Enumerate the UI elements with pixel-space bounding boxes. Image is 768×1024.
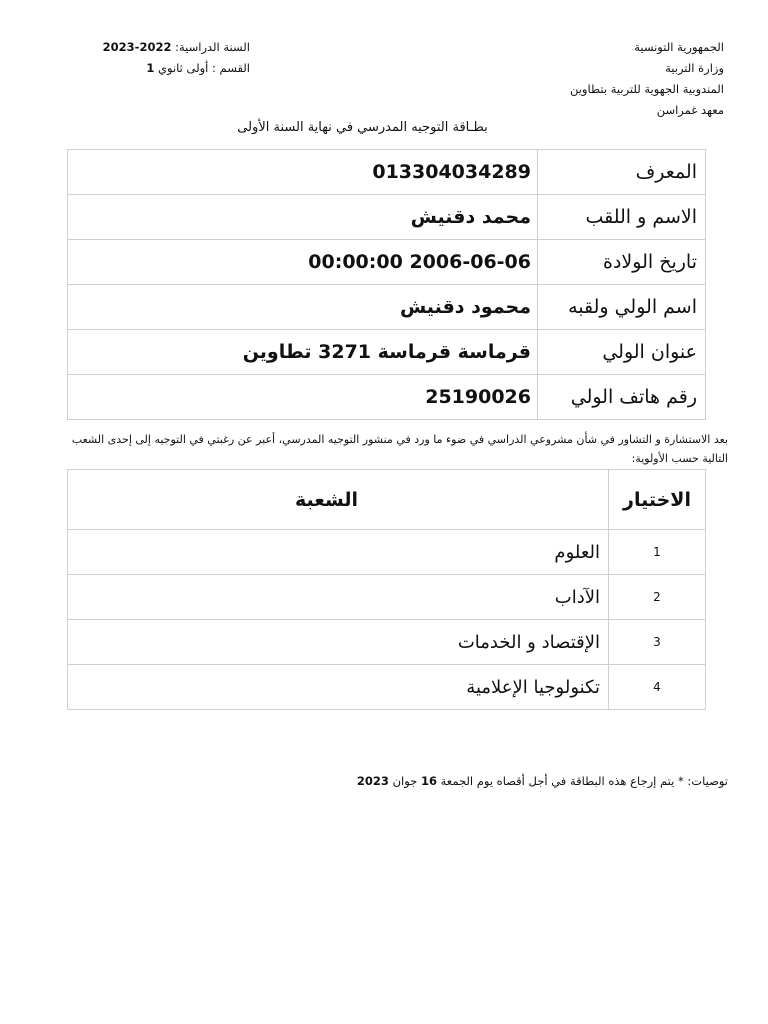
- info-value: قرماسة قرماسة 3271 تطاوين: [68, 330, 538, 375]
- class-info: [60, 58, 250, 79]
- choice-row: [68, 620, 706, 665]
- choice-number: 4: [609, 665, 706, 710]
- choice-row: [68, 665, 706, 710]
- info-row-guardian-name: [68, 285, 706, 330]
- choice-number: 1: [609, 530, 706, 575]
- choice-column-header: الاختيار: [609, 470, 706, 530]
- header-ministry: وزارة التربية: [665, 61, 724, 75]
- choices-header-row: [68, 470, 706, 530]
- branch-name: الإقتصاد و الخدمات: [68, 620, 609, 665]
- choice-number: 2: [609, 575, 706, 620]
- reco-month: جوان: [392, 774, 418, 788]
- class-value: 1: [146, 61, 155, 75]
- info-value: محمود دقنيش: [68, 285, 538, 330]
- header-regional-office: المندوبية الجهوية للتربية بتطاوين: [569, 82, 724, 96]
- document-title: بطـاقة التوجيه المدرسي في نهاية السنة الأولى: [237, 120, 488, 135]
- info-row-guardian-phone: [68, 375, 706, 420]
- branch-name: العلوم: [68, 530, 609, 575]
- info-value: 25190026: [68, 375, 538, 420]
- info-value: 2006-06-06 00:00:00: [68, 240, 538, 285]
- school-year-value: 2022-2023: [102, 40, 172, 54]
- info-value: 013304034289: [68, 150, 538, 195]
- choice-row: [68, 575, 706, 620]
- info-row-birthdate: [68, 240, 706, 285]
- school-year-label: السنة الدراسية:: [175, 40, 250, 54]
- reco-text: توصيات: * يتم إرجاع هذه البطاقة في أجل أقصاه يوم الجمعة: [440, 774, 728, 788]
- info-label: الاسم و اللقب: [538, 195, 706, 240]
- info-row-id: [68, 150, 706, 195]
- header-school: معهد غمراسن: [656, 103, 724, 117]
- info-label: المعرف: [538, 150, 706, 195]
- recommendations-note: [300, 774, 728, 788]
- reco-year: 2023: [356, 774, 389, 788]
- school-year: [60, 37, 250, 58]
- choice-row: [68, 530, 706, 575]
- choice-number: 3: [609, 620, 706, 665]
- header-republic: الجمهورية التونسية: [634, 40, 724, 54]
- info-row-name: [68, 195, 706, 240]
- class-label: القسم : أولى ثانوي: [158, 61, 250, 75]
- info-label: تاريخ الولادة: [538, 240, 706, 285]
- header-institution-block: [464, 37, 724, 121]
- info-row-guardian-address: [68, 330, 706, 375]
- reco-day: 16: [420, 774, 437, 788]
- info-label: رقم هاتف الولي: [538, 375, 706, 420]
- branch-column-header: الشعبة: [68, 470, 609, 530]
- intro-paragraph: بعد الاستشارة و التشاور في شأن مشروعي الدراسي في ضوء ما ورد في منشور التوجيه المدرسي، أعبر عن رغبتي في التوجيه إلى إحدى الشعب التالية حسب الأولوية:: [71, 433, 728, 465]
- branch-choices-table: [67, 469, 706, 710]
- info-label: اسم الولي ولقبه: [538, 285, 706, 330]
- student-info-table: [67, 149, 706, 420]
- header-year-class-block: [60, 37, 250, 79]
- branch-name: الآداب: [68, 575, 609, 620]
- info-value: محمد دقنيش: [68, 195, 538, 240]
- branch-name: تكنولوجيا الإعلامية: [68, 665, 609, 710]
- info-label: عنوان الولي: [538, 330, 706, 375]
